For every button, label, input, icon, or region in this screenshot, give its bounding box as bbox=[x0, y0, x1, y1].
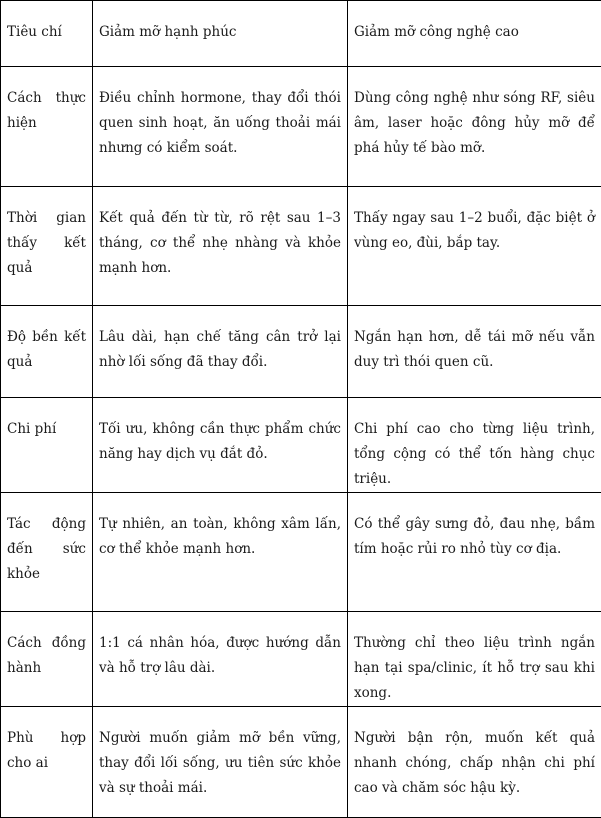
row-tech-value: Chi phí cao cho từng liệu trình, tổng cộng có thể tốn hàng chục triệu. bbox=[348, 398, 601, 493]
row-tech-value: Thấy ngay sau 1–2 buổi, đặc biệt ở vùng eo, đùi, bắp tay. bbox=[348, 187, 601, 306]
header-happy-fat-loss: Giảm mỡ hạnh phúc bbox=[93, 1, 348, 67]
table-row bbox=[1, 67, 601, 187]
row-happy-value: Lâu dài, hạn chế tăng cân trở lại nhờ lối sống đã thay đổi. bbox=[93, 306, 348, 398]
row-criterion: Cách thực hiện bbox=[1, 67, 93, 187]
table-row bbox=[1, 612, 601, 707]
table-row bbox=[1, 493, 601, 612]
row-criterion: Thời gian thấy kết quả bbox=[1, 187, 93, 306]
table-row bbox=[1, 187, 601, 306]
table-header-row bbox=[1, 1, 601, 67]
row-tech-value: Ngắn hạn hơn, dễ tái mỡ nếu vẫn duy trì thói quen cũ. bbox=[348, 306, 601, 398]
row-tech-value: Người bận rộn, muốn kết quả nhanh chóng, chấp nhận chi phí cao và chăm sóc hậu kỳ. bbox=[348, 707, 601, 818]
row-happy-value: Kết quả đến từ từ, rõ rệt sau 1–3 tháng, cơ thể nhẹ nhàng và khỏe mạnh hơn. bbox=[93, 187, 348, 306]
row-happy-value: 1:1 cá nhân hóa, được hướng dẫn và hỗ trợ lâu dài. bbox=[93, 612, 348, 707]
row-criterion: Cách đồng hành bbox=[1, 612, 93, 707]
table-row bbox=[1, 306, 601, 398]
row-criterion: Phù hợp cho ai bbox=[1, 707, 93, 818]
table-row bbox=[1, 398, 601, 493]
row-criterion: Độ bền kết quả bbox=[1, 306, 93, 398]
row-happy-value: Điều chỉnh hormone, thay đổi thói quen sinh hoạt, ăn uống thoải mái nhưng có kiểm soát. bbox=[93, 67, 348, 187]
header-high-tech-fat-loss: Giảm mỡ công nghệ cao bbox=[348, 1, 601, 67]
row-happy-value: Người muốn giảm mỡ bền vững, thay đổi lối sống, ưu tiên sức khỏe và sự thoải mái. bbox=[93, 707, 348, 818]
row-tech-value: Có thể gây sưng đỏ, đau nhẹ, bầm tím hoặc rủi ro nhỏ tùy cơ địa. bbox=[348, 493, 601, 612]
row-criterion: Chi phí bbox=[1, 398, 93, 493]
header-criterion: Tiêu chí bbox=[1, 1, 93, 67]
table-row bbox=[1, 707, 601, 818]
row-criterion: Tác động đến sức khỏe bbox=[1, 493, 93, 612]
row-tech-value: Thường chỉ theo liệu trình ngắn hạn tại spa/clinic, ít hỗ trợ sau khi xong. bbox=[348, 612, 601, 707]
row-happy-value: Tự nhiên, an toàn, không xâm lấn, cơ thể khỏe mạnh hơn. bbox=[93, 493, 348, 612]
row-tech-value: Dùng công nghệ như sóng RF, siêu âm, laser hoặc đông hủy mỡ để phá hủy tế bào mỡ. bbox=[348, 67, 601, 187]
row-happy-value: Tối ưu, không cần thực phẩm chức năng hay dịch vụ đắt đỏ. bbox=[93, 398, 348, 493]
